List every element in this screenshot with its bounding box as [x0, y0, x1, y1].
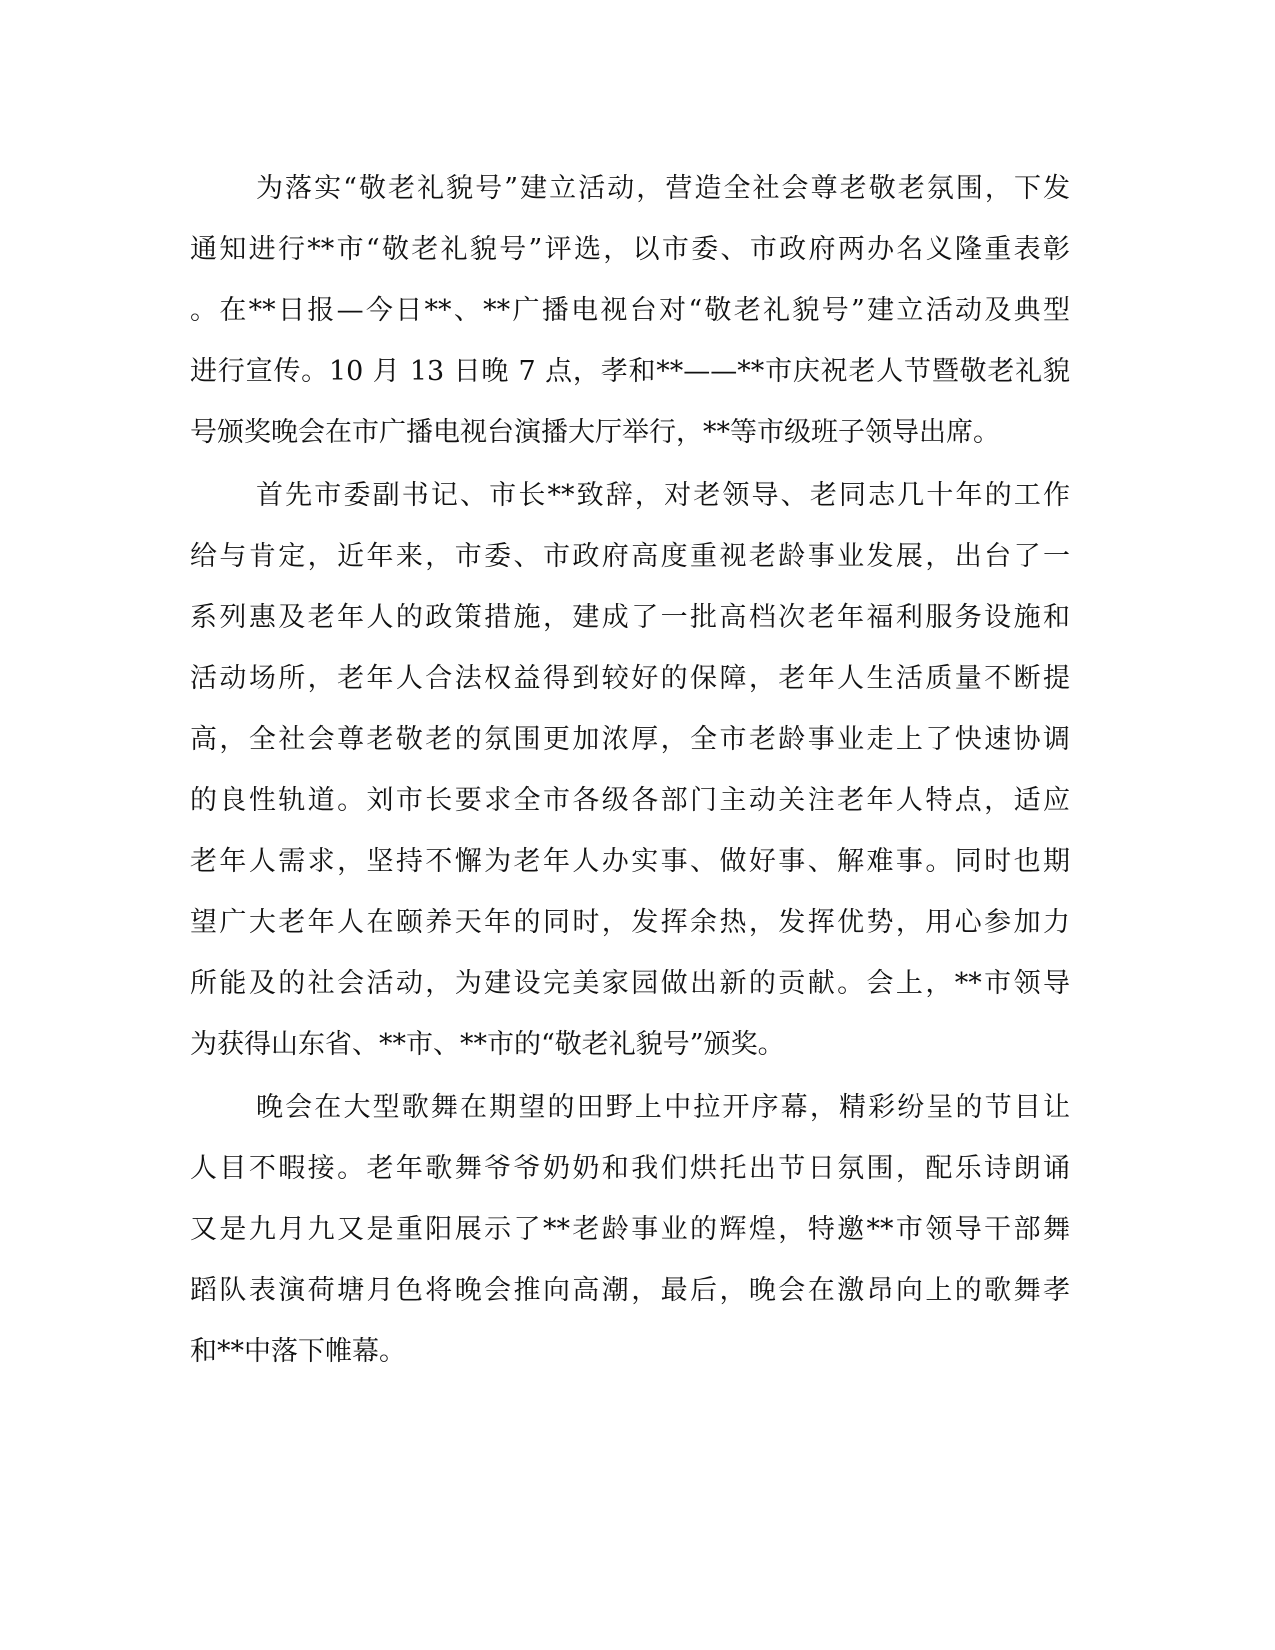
- text-line: 所能及的社会活动，为建设完美家园做出新的贡献。会上，**市领导: [190, 968, 1070, 999]
- text-line: 号颁奖晚会在市广播电视台演播大厅举行，**等市级班子领导出席。: [190, 417, 1000, 448]
- text-line: 。在**日报—今日**、**广播电视台对“敬老礼貌号”建立活动及典型: [190, 295, 1070, 326]
- paragraph-3: [190, 1077, 1070, 1382]
- text-line: 晚会在大型歌舞在期望的田野上中拉开序幕，精彩纷呈的节目让: [256, 1092, 1070, 1123]
- text-line: 的良性轨道。刘市长要求全市各级各部门主动关注老年人特点，适应: [190, 785, 1070, 816]
- text-line: 给与肯定，近年来，市委、市政府高度重视老龄事业发展，出台了一: [190, 541, 1070, 572]
- text-line: 人目不暇接。老年歌舞爷爷奶奶和我们烘托出节日氛围，配乐诗朗诵: [190, 1153, 1070, 1184]
- text-line: 老年人需求，坚持不懈为老年人办实事、做好事、解难事。同时也期: [190, 846, 1070, 877]
- text-line: 通知进行**市“敬老礼貌号”评选，以市委、市政府两办名义隆重表彰: [190, 234, 1070, 265]
- text-line: 系列惠及老年人的政策措施，建成了一批高档次老年福利服务设施和: [190, 602, 1070, 633]
- text-line: 进行宣传。10 月 13 日晚 7 点，孝和**——**市庆祝老人节暨敬老礼貌: [190, 356, 1070, 387]
- text-line: 和**中落下帷幕。: [190, 1336, 406, 1367]
- text-line: 高，全社会尊老敬老的氛围更加浓厚，全市老龄事业走上了快速协调: [190, 724, 1070, 755]
- text-line: 蹈队表演荷塘月色将晚会推向高潮，最后，晚会在激昂向上的歌舞孝: [190, 1275, 1070, 1306]
- text-line: 为落实“敬老礼貌号”建立活动，营造全社会尊老敬老氛围，下发: [256, 173, 1070, 204]
- text-line: 望广大老年人在颐养天年的同时，发挥余热，发挥优势，用心参加力: [190, 907, 1070, 938]
- text-line: 活动场所，老年人合法权益得到较好的保障，老年人生活质量不断提: [190, 663, 1070, 694]
- text-line: 首先市委副书记、市长**致辞，对老领导、老同志几十年的工作: [256, 480, 1070, 511]
- text-line: 又是九月九又是重阳展示了**老龄事业的辉煌，特邀**市领导干部舞: [190, 1214, 1070, 1245]
- paragraph-2: [190, 465, 1070, 1075]
- document-body: [190, 158, 1070, 1382]
- text-line: 为获得山东省、**市、**市的“敬老礼貌号”颁奖。: [190, 1029, 785, 1060]
- paragraph-1: [190, 158, 1070, 463]
